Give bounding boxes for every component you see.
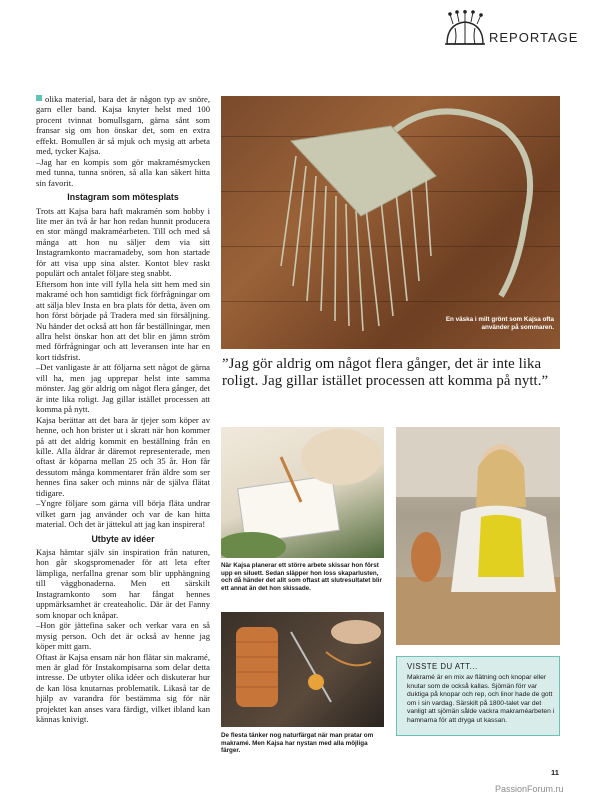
article-paragraph: Eftersom hon inte vill fylla hela sitt hem med sin makramé och hon samtidigt fick förfrågningar om att sälja blev Insta en bra plats för detta, även om hon först började på Tradera med sin försäljning. Nu händer det också att hon får beställningar, men allra helst önskar hon att det blir en jämn ström med förfrågningar och att leveransen inte har en kort tidsfrist. bbox=[36, 278, 210, 362]
watermark: PassionForum.ru bbox=[495, 784, 564, 794]
pull-quote: ”Jag gör aldrig om något flera gånger, det är inte lika roligt. Jag gillar istället processen att komma på nytt.” bbox=[222, 356, 549, 389]
macrame-bag-illustration bbox=[221, 96, 560, 349]
article-paragraph: –Hon gör jättefina saker och verkar vara en så mysig person. Och det är också av henne jag köper mitt garn. bbox=[36, 620, 210, 652]
fact-box bbox=[396, 656, 560, 736]
article-paragraph: –Yngre följare som gärna vill börja fläta undrar vilket garn jag använder och var de kan hitta material. Och det är jättekul att jag kan inspirera! bbox=[36, 498, 210, 530]
subheading: Instagram som mötesplats bbox=[67, 192, 179, 203]
article-paragraph: Trots att Kajsa bara haft makramén som hobby i lite mer än två år har hon redan hunnit producera en stor mängd makraméarbeten. Till och med så många att hon nu säljer dem via sitt Instagramkonto macramadeby, som hon startade för att visa upp sina alster. Kontot blev raskt populärt och antalet följare steg snabbt. bbox=[36, 205, 210, 279]
article-paragraph bbox=[36, 94, 210, 157]
photo-macrame-bag bbox=[221, 96, 560, 349]
article-paragraph: Kajsa berättar att det bara är tjejer som köper av henne, och hon brister ut i skratt när hon kommer på att det aldrig kommit en beställning från en kille. Alla åldrar är däremot representerade, men oftast är köparna mellan 25 och 35 år. Hon får dessutom många kommentarer från äldre som ser hennes fina saker och minns när de själva flätat tidigare. bbox=[36, 414, 210, 498]
photo-sketching bbox=[221, 427, 384, 558]
article-paragraph: –Det vanligaste är att följarna sett något de gärna vill ha, men jag upprepar helst inte samma mönster. Jag gör aldrig om något flera gånger, det är inte lika roligt. Jag gillar istället processen att komma på nytt. bbox=[36, 362, 210, 415]
photo-kajsa-portrait bbox=[396, 427, 560, 645]
article-paragraph: –Jag har en kompis som gör makramésmycken med tunna, tunna snören, så alla kan säkert hitta sin favorit. bbox=[36, 156, 210, 188]
photo-yarn-materials bbox=[221, 612, 384, 727]
fact-box-title: VISSTE DU ATT... bbox=[407, 662, 478, 671]
caption-sketch: När Kajsa planerar ett större arbete skissar hon först upp en siluett. Sedan släpper hon loss skaparlusten, och då händer det allt som oftast att slutresultatet blir ett annat än det hon skissade. bbox=[221, 562, 382, 592]
materials-illustration bbox=[221, 612, 384, 727]
article-paragraph: Oftast är Kajsa ensam när hon flätar sin makramé, men är glad för Instakompisarna som delar detta intresse. De utbyter olika idéer och diskuterar hur de kan lösa knutarnas problematik. Likaså tar de hjälp av varandra för bestämma sig för när projektet kan anses vara färdigt, vilket ibland kan kännas knivigt. bbox=[36, 651, 210, 725]
subheading: Utbyte av idéer bbox=[91, 533, 155, 544]
portrait-illustration bbox=[396, 427, 560, 645]
caption-bag: En väska i milt grönt som Kajsa ofta använder på sommaren. bbox=[445, 316, 554, 331]
section-label: REPORTAGE bbox=[489, 30, 579, 45]
fact-box-body: Makramé är en mix av flätning och knopar eller knutar som de också kallas. Sjömän förr var duktiga på knopar och rep, och linor hade de gott om i sin vardag. Särskilt på 1800-talet var det vanligt att sjömän sålde vackra makraméarbeten i hamnarna för att dryga ut kassan. bbox=[407, 674, 555, 724]
pincushion-icon bbox=[443, 10, 487, 54]
article-text: olika material, bara det är någon typ av snöre, garn eller band. Kajsa knyter helst med 100 procent tvinnat bomullsgarn, gärna sånt som fransar sig om hon önskar det, som en extra effekt. Bomullen är så mjuk och mysig att arbeta med, tycker Kajsa. bbox=[36, 94, 210, 157]
article-body bbox=[36, 94, 210, 725]
caption-materials: De flesta tänker nog naturfärgat när man pratar om makramé. Men Kajsa har nystan med alla möjliga färger. bbox=[221, 732, 374, 755]
accent-square-icon bbox=[36, 95, 42, 101]
sketch-illustration bbox=[221, 427, 384, 558]
article-paragraph: Kajsa hämtar själv sin inspiration från naturen, hon går skogspromenader för att leta efter lämpliga, nerfallna grenar som blir upphängning till väggbonaderna. Men ett särskilt Instagramkonto som har fångat hennes uppmärksamhet är createaholic. Där är det Fanny som knopar och knåpar. bbox=[36, 547, 210, 620]
page-number: 11 bbox=[551, 768, 559, 777]
